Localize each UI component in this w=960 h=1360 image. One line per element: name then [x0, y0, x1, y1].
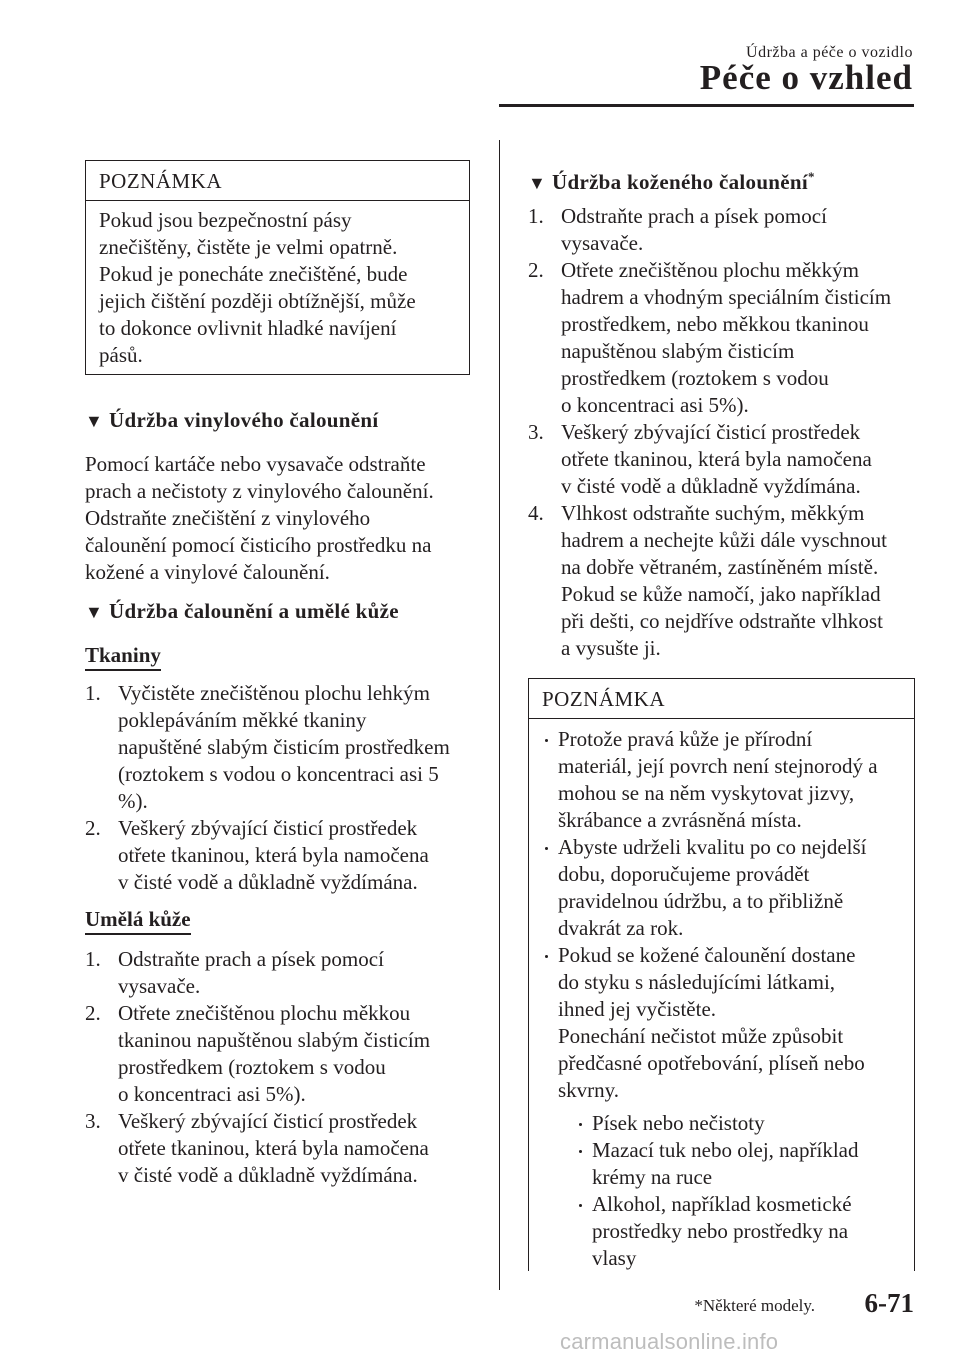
- header-rule: [499, 104, 914, 107]
- list-item: [528, 257, 928, 419]
- text-line: pravidelnou údržbu, a to přibližně: [558, 889, 844, 913]
- triangle-down-icon: ▼: [528, 173, 547, 193]
- note-body: [86, 201, 469, 369]
- note-sub-bullets: [558, 1110, 904, 1272]
- steps-leather: [528, 203, 928, 662]
- note-title: POZNÁMKA: [86, 161, 469, 201]
- list-item: [576, 1110, 904, 1137]
- subheading-text: Tkaniny: [85, 642, 161, 671]
- note-line: znečištěny, čistěte je velmi opatrně.: [99, 235, 398, 259]
- heading-fabric: [85, 598, 399, 626]
- step-number: 1.: [85, 681, 101, 705]
- text-line: napuštěné slabým čisticím prostředkem: [118, 735, 450, 759]
- text-line: Veškerý zbývající čisticí prostředek: [118, 1109, 418, 1133]
- text-line: hadrem a nechejte kůži dále vyschnout: [561, 528, 887, 552]
- note-line: Pokud jsou bezpečnostní pásy: [99, 208, 352, 232]
- list-item: [528, 419, 928, 500]
- triangle-down-icon: ▼: [85, 602, 104, 622]
- vinyl-paragraph: [85, 451, 485, 586]
- text-line: otřete tkaninou, která byla namočena: [561, 447, 872, 471]
- list-item: [85, 815, 485, 896]
- note-line: Pokud je ponecháte znečištěné, bude: [99, 262, 408, 286]
- subheading-text: Umělá kůže: [85, 906, 191, 935]
- footnote-asterisk: *: [808, 169, 815, 184]
- text-line: a vysušte ji.: [561, 636, 661, 660]
- text-line: vysavače.: [118, 974, 201, 998]
- text-line: Odstraňte prach a písek pomocí: [118, 947, 384, 971]
- list-item: [528, 500, 928, 662]
- text-line: čalounění pomocí čisticího prostředku na: [85, 533, 432, 557]
- text-line: Alkohol, například kosmetické: [592, 1192, 852, 1216]
- text-line: Písek nebo nečistoty: [592, 1111, 765, 1135]
- text-line: v čisté vodě a důkladně vyždímána.: [118, 1163, 418, 1187]
- text-line: Veškerý zbývající čisticí prostředek: [118, 816, 418, 840]
- text-line: dvakrát za rok.: [558, 916, 684, 940]
- list-item: [85, 1108, 485, 1189]
- footnote: *Některé modely.: [694, 1296, 815, 1315]
- note-line: to dokonce ovlivnit hladké navíjení: [99, 316, 397, 340]
- text-line: Pomocí kartáče nebo vysavače odstraňte: [85, 452, 426, 476]
- note-line: pásů.: [99, 343, 143, 367]
- note-line: jejich čištění později obtížnější, může: [99, 289, 416, 313]
- steps-tkaniny: [85, 680, 485, 896]
- heading-text: Údržba koženého čalounění: [552, 170, 809, 194]
- section-title: Údržba a péče o vozidlo: [746, 44, 913, 61]
- subheading-umela-kuze: [85, 906, 191, 935]
- list-item: [85, 1000, 485, 1108]
- text-line: vysavače.: [561, 231, 644, 255]
- page-title: Péče o vzhled: [699, 58, 913, 97]
- step-number: 2.: [528, 258, 544, 282]
- text-line: prostředky nebo prostředky na: [592, 1219, 849, 1243]
- text-line: Vyčistěte znečištěnou plochu lehkým: [118, 681, 430, 705]
- text-line: hadrem a vhodným speciálním čisticím: [561, 285, 892, 309]
- text-line: Otřete znečištěnou plochu měkkým: [561, 258, 859, 282]
- note-box-seatbelts: [85, 160, 470, 375]
- column-divider: [499, 140, 500, 1290]
- step-number: 3.: [85, 1109, 101, 1133]
- heading-leather: [528, 163, 815, 197]
- step-number: 3.: [528, 420, 544, 444]
- text-line: mohou se na něm vyskytovat jizvy,: [558, 781, 855, 805]
- text-line: Abyste udrželi kvalitu po co nejdelší: [558, 835, 867, 859]
- note-title: POZNÁMKA: [529, 679, 914, 719]
- note-box-leather: [528, 678, 915, 1271]
- text-line: otřete tkaninou, která byla namočena: [118, 843, 429, 867]
- list-item: [542, 726, 904, 834]
- text-line: Vlhkost odstraňte suchým, měkkým: [561, 501, 865, 525]
- note-body: [529, 719, 914, 1272]
- list-item: [542, 834, 904, 942]
- text-line: Ponechání nečistot může způsobit: [558, 1024, 844, 1048]
- heading-text: Údržba čalounění a umělé kůže: [109, 599, 399, 623]
- text-line: při dešti, co nejdříve odstraňte vlhkost: [561, 609, 883, 633]
- text-line: Pokud se kůže namočí, jako například: [561, 582, 881, 606]
- text-line: prostředkem (roztokem s vodou: [561, 366, 829, 390]
- text-line: poklepáváním měkké tkaniny: [118, 708, 367, 732]
- list-item: [85, 946, 485, 1000]
- text-line: o koncentraci asi 5%).: [561, 393, 749, 417]
- step-number: 1.: [528, 204, 544, 228]
- text-line: Odstraňte prach a písek pomocí: [561, 204, 827, 228]
- text-line: Mazací tuk nebo olej, například: [592, 1138, 859, 1162]
- triangle-down-icon: ▼: [85, 411, 104, 431]
- steps-umela-kuze: [85, 946, 485, 1189]
- watermark: carmanualsonline.info: [560, 1329, 779, 1354]
- subheading-tkaniny: [85, 642, 161, 671]
- text-line: vlasy: [592, 1246, 637, 1270]
- text-line: napuštěnou slabým čisticím: [561, 339, 795, 363]
- text-line: na dobře větraném, zastíněném místě.: [561, 555, 879, 579]
- heading-text: Údržba vinylového čalounění: [109, 408, 379, 432]
- text-line: materiál, její povrch není stejnorodý a: [558, 754, 878, 778]
- text-line: o koncentraci asi 5%).: [118, 1082, 306, 1106]
- text-line: otřete tkaninou, která byla namočena: [118, 1136, 429, 1160]
- text-line: dobu, doporučujeme provádět: [558, 862, 810, 886]
- list-item: [528, 203, 928, 257]
- step-number: 1.: [85, 947, 101, 971]
- text-line: v čisté vodě a důkladně vyždímána.: [561, 474, 861, 498]
- list-item: [576, 1137, 904, 1191]
- text-line: Pokud se kožené čalounění dostane: [558, 943, 856, 967]
- text-line: tkaninou napuštěnou slabým čisticím: [118, 1028, 431, 1052]
- text-line: %).: [118, 789, 148, 813]
- text-line: Veškerý zbývající čisticí prostředek: [561, 420, 861, 444]
- text-line: ihned jej vyčistěte.: [558, 997, 717, 1021]
- note-bullets: [542, 726, 904, 1272]
- text-line: (roztokem s vodou o koncentraci asi 5: [118, 762, 439, 786]
- text-line: Protože pravá kůže je přírodní: [558, 727, 813, 751]
- text-line: prostředkem, nebo měkkou tkaninou: [561, 312, 869, 336]
- heading-vinyl: [85, 407, 378, 435]
- text-line: skvrny.: [558, 1078, 620, 1102]
- text-line: Odstraňte znečištění z vinylového: [85, 506, 371, 530]
- text-line: krémy na ruce: [592, 1165, 713, 1189]
- step-number: 4.: [528, 501, 544, 525]
- text-line: do styku s následujícími látkami,: [558, 970, 836, 994]
- page-number: 6-71: [864, 1288, 914, 1318]
- text-line: předčasné opotřebování, plíseň nebo: [558, 1051, 865, 1075]
- text-line: prach a nečistoty z vinylového čalounění.: [85, 479, 434, 503]
- list-item: [85, 680, 485, 815]
- list-item: [542, 942, 904, 1272]
- text-line: škrábance a zvrásněná místa.: [558, 808, 802, 832]
- text-line: Otřete znečištěnou plochu měkkou: [118, 1001, 411, 1025]
- text-line: kožené a vinylové čalounění.: [85, 560, 330, 584]
- list-item: [576, 1191, 904, 1272]
- text-line: v čisté vodě a důkladně vyždímána.: [118, 870, 418, 894]
- step-number: 2.: [85, 1001, 101, 1025]
- step-number: 2.: [85, 816, 101, 840]
- text-line: prostředkem (roztokem s vodou: [118, 1055, 386, 1079]
